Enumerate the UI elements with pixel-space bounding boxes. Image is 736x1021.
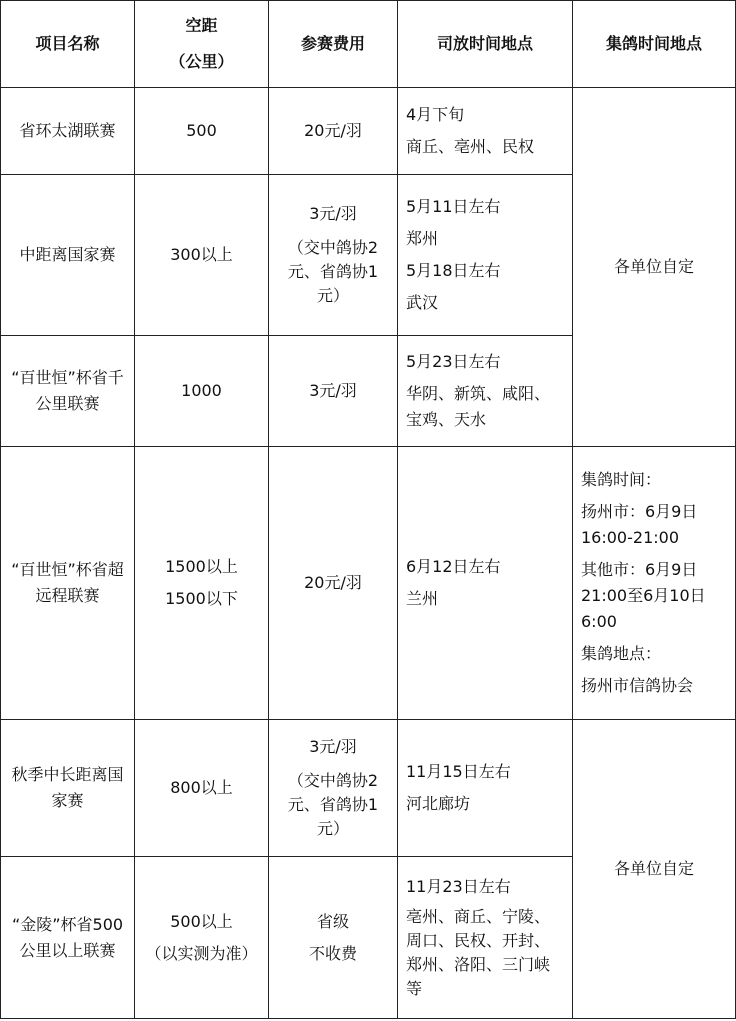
header-name: 项目名称 xyxy=(1,1,135,88)
collect-text: 各单位自定 xyxy=(613,257,694,276)
row-distance-text: 500以上 xyxy=(170,911,233,931)
row-release xyxy=(398,175,573,336)
row-fee-text: 20元/羽 xyxy=(304,121,362,140)
header-fee: 参赛费用 xyxy=(269,1,398,88)
row-distance-text: 1500以上 xyxy=(165,557,238,576)
row-fee-text: 3元/羽 xyxy=(309,381,357,400)
row-name xyxy=(1,447,135,720)
fee-note: （交中鸽协2元、省鸽协1元） xyxy=(287,238,379,305)
row-name xyxy=(1,336,135,447)
release-place: 亳州、商丘、宁陵、周口、民权、开封、郑州、洛阳、三门峡等 xyxy=(406,906,551,998)
row-fee xyxy=(269,336,398,447)
release-place: 华阴、新筑、咸阳、宝鸡、天水 xyxy=(406,384,551,429)
row-name-text: “百世恒”杯省千公里联赛 xyxy=(11,368,124,413)
release-place: 兰州 xyxy=(406,589,439,608)
collect-cell-group1 xyxy=(573,88,736,447)
row-fee xyxy=(269,720,398,857)
release-place: 商丘、亳州、民权 xyxy=(406,137,535,156)
row-release xyxy=(398,88,573,175)
row-name xyxy=(1,175,135,336)
row-fee xyxy=(269,175,398,336)
release-time: 5月11日左右 xyxy=(406,197,501,216)
row-fee xyxy=(269,447,398,720)
row-fee xyxy=(269,857,398,1019)
row-distance-text: 300以上 xyxy=(170,245,233,264)
row-fee-text: 20元/羽 xyxy=(304,573,362,592)
row-distance xyxy=(135,720,269,857)
row-name xyxy=(1,857,135,1019)
release-time: 4月下旬 xyxy=(406,105,465,124)
row-distance xyxy=(135,88,269,175)
row-distance-note: （以实测为准） xyxy=(145,943,258,963)
collect-line: 集鸽时间： xyxy=(581,470,662,489)
collect-text: 各单位自定 xyxy=(613,859,694,878)
row-name xyxy=(1,88,135,175)
row-distance-text: 800以上 xyxy=(170,778,233,797)
row-distance xyxy=(135,175,269,336)
collect-cell-group2 xyxy=(573,720,736,1019)
release-time: 11月23日左右 xyxy=(406,876,511,896)
release-time: 6月12日左右 xyxy=(406,557,501,576)
release-time: 5月23日左右 xyxy=(406,352,501,371)
row-name-text: 中距离国家赛 xyxy=(19,245,116,264)
row-fee xyxy=(269,88,398,175)
row-release xyxy=(398,720,573,857)
row-name-text: 省环太湖联赛 xyxy=(19,121,116,140)
row-name-text: “金陵”杯省500公里以上联赛 xyxy=(11,914,124,960)
row-name-text: “百世恒”杯省超远程联赛 xyxy=(11,560,124,605)
row-release xyxy=(398,447,573,720)
table-row xyxy=(1,88,736,175)
header-distance-line1: 空距 xyxy=(185,16,218,35)
table-row xyxy=(1,447,736,720)
row-name-text: 秋季中长距离国家赛 xyxy=(11,765,124,810)
row-distance xyxy=(135,447,269,720)
collect-line: 其他市：6月9日21:00至6月10日6:00 xyxy=(581,560,706,631)
row-name xyxy=(1,720,135,857)
release-time: 5月18日左右 xyxy=(406,261,501,280)
fee-amount: 3元/羽 xyxy=(309,737,357,756)
release-time: 11月15日左右 xyxy=(406,762,511,781)
header-row xyxy=(1,1,736,88)
row-distance-text: 1500以下 xyxy=(165,589,238,608)
fee-note: 不收费 xyxy=(308,943,357,963)
collect-line: 集鸽地点： xyxy=(581,644,662,663)
row-distance xyxy=(135,336,269,447)
fee-amount: 3元/羽 xyxy=(309,204,357,223)
collect-line: 扬州市：6月9日16:00-21:00 xyxy=(581,502,698,547)
header-distance-line2: （公里） xyxy=(169,52,234,71)
table-row xyxy=(1,720,736,857)
header-distance xyxy=(135,1,269,88)
fee-note: （交中鸽协2元、省鸽协1元） xyxy=(287,771,379,838)
row-distance xyxy=(135,857,269,1019)
fee-amount: 省级 xyxy=(316,911,349,931)
row-release xyxy=(398,857,573,1019)
collect-cell-detail xyxy=(573,447,736,720)
collect-line: 扬州市信鸽协会 xyxy=(581,676,694,695)
release-place: 郑州 xyxy=(406,229,439,248)
row-distance-text: 500 xyxy=(186,121,217,140)
release-place: 武汉 xyxy=(406,293,439,312)
release-place: 河北廊坊 xyxy=(406,794,471,813)
row-distance-text: 1000 xyxy=(181,381,222,400)
header-release: 司放时间地点 xyxy=(398,1,573,88)
header-collect: 集鸽时间地点 xyxy=(573,1,736,88)
row-release xyxy=(398,336,573,447)
